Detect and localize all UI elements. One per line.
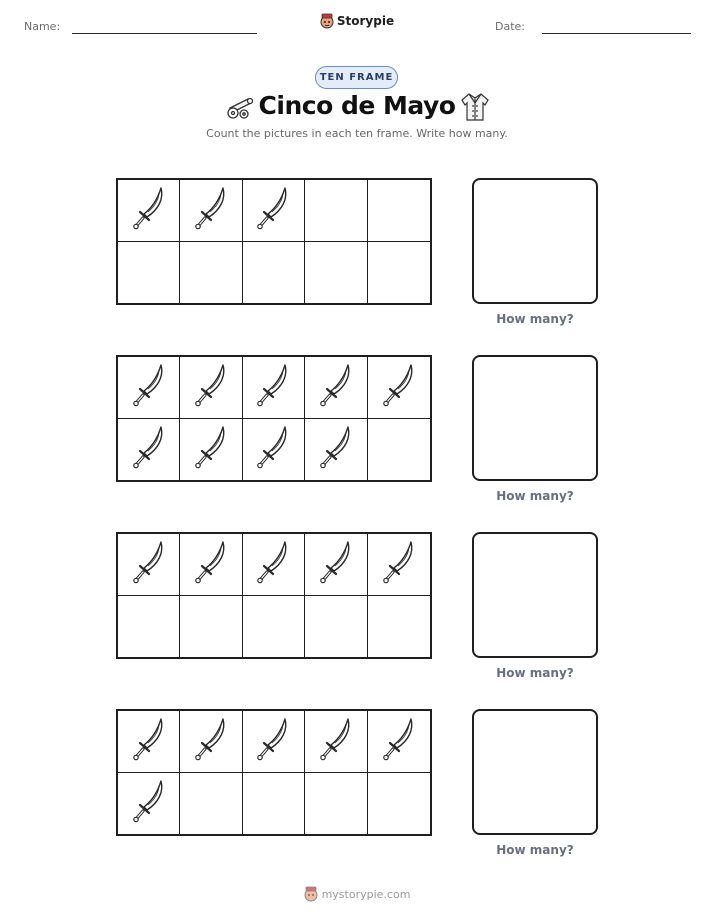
ten-frame-cell	[180, 357, 242, 419]
ten-frame-cell	[180, 773, 242, 835]
sword-icon	[193, 185, 229, 235]
sword-icon	[318, 362, 354, 412]
ten-frame-cell	[305, 419, 367, 481]
how-many-label-1: How many?	[496, 312, 574, 326]
ten-frame-cell	[305, 242, 367, 304]
ten-frame-cell	[180, 242, 242, 304]
footer	[0, 886, 714, 906]
ten-frame-cell	[118, 711, 180, 773]
ten-frame-cell	[243, 773, 305, 835]
sword-icon	[193, 716, 229, 766]
ten-frame-cell	[243, 711, 305, 773]
ten-frame-cell	[118, 534, 180, 596]
sword-icon	[255, 185, 291, 235]
ten-frame-cell	[368, 711, 430, 773]
page-title: Cinco de Mayo	[258, 91, 456, 120]
name-line[interactable]	[72, 33, 257, 34]
date-line[interactable]	[542, 33, 691, 34]
ten-frame-cell	[118, 773, 180, 835]
sword-icon	[381, 362, 417, 412]
date-label: Date:	[495, 20, 525, 33]
storypie-logo-icon	[320, 13, 334, 29]
ten-frame-cell	[118, 357, 180, 419]
ten-frame-cell	[368, 357, 430, 419]
ten-frame-2	[116, 355, 432, 482]
ten-frame-1	[116, 178, 432, 305]
brand-name: Storypie	[336, 14, 395, 28]
how-many-label-3: How many?	[496, 666, 574, 680]
sword-icon	[381, 539, 417, 589]
ten-frame-cell	[243, 357, 305, 419]
ten-frame-cell	[368, 180, 430, 242]
ten-frame-cell	[243, 534, 305, 596]
worksheet-type-badge: TEN FRAME	[315, 66, 398, 89]
ten-frame-cell	[368, 596, 430, 658]
ten-frame-cell	[243, 180, 305, 242]
ten-frame-cell	[368, 534, 430, 596]
ten-frame-cell	[305, 596, 367, 658]
answer-box-2[interactable]	[472, 355, 598, 481]
how-many-label-2: How many?	[496, 489, 574, 503]
sword-icon	[193, 539, 229, 589]
military-jacket-icon	[459, 91, 491, 123]
ten-frame-cell	[305, 711, 367, 773]
ten-frame-cell	[118, 419, 180, 481]
sword-icon	[318, 716, 354, 766]
ten-frame-cell	[118, 596, 180, 658]
sword-icon	[131, 362, 167, 412]
sword-icon	[255, 716, 291, 766]
instructions: Count the pictures in each ten frame. Write how many.	[206, 127, 508, 140]
sword-icon	[131, 185, 167, 235]
ten-frame-4	[116, 709, 432, 836]
ten-frame-cell	[305, 773, 367, 835]
sword-icon	[255, 539, 291, 589]
ten-frame-cell	[180, 711, 242, 773]
how-many-label-4: How many?	[496, 843, 574, 857]
sword-icon	[318, 424, 354, 474]
ten-frame-cell	[180, 180, 242, 242]
answer-box-3[interactable]	[472, 532, 598, 658]
ten-frame-cell	[180, 419, 242, 481]
sword-icon	[381, 716, 417, 766]
ten-frame-cell	[180, 596, 242, 658]
ten-frame-cell	[368, 773, 430, 835]
name-label: Name:	[24, 20, 61, 33]
ten-frame-3	[116, 532, 432, 659]
sword-icon	[131, 778, 167, 828]
storypie-footer-logo-icon	[304, 886, 318, 902]
sword-icon	[193, 362, 229, 412]
sword-icon	[193, 424, 229, 474]
ten-frame-cell	[180, 534, 242, 596]
sword-icon	[131, 424, 167, 474]
sword-icon	[131, 539, 167, 589]
ten-frame-cell	[305, 180, 367, 242]
ten-frame-cell	[243, 419, 305, 481]
sword-icon	[318, 539, 354, 589]
ten-frame-cell	[368, 419, 430, 481]
ten-frame-cell	[243, 596, 305, 658]
ten-frame-cell	[368, 242, 430, 304]
ten-frame-cell	[118, 180, 180, 242]
sword-icon	[131, 716, 167, 766]
answer-box-4[interactable]	[472, 709, 598, 835]
ten-frame-cell	[305, 534, 367, 596]
sword-icon	[255, 362, 291, 412]
ten-frame-cell	[243, 242, 305, 304]
ten-frame-cell	[118, 242, 180, 304]
answer-box-1[interactable]	[472, 178, 598, 304]
ten-frame-cell	[305, 357, 367, 419]
brand	[0, 13, 714, 33]
sword-icon	[255, 424, 291, 474]
footer-url[interactable]: mystorypie.com	[321, 887, 411, 901]
